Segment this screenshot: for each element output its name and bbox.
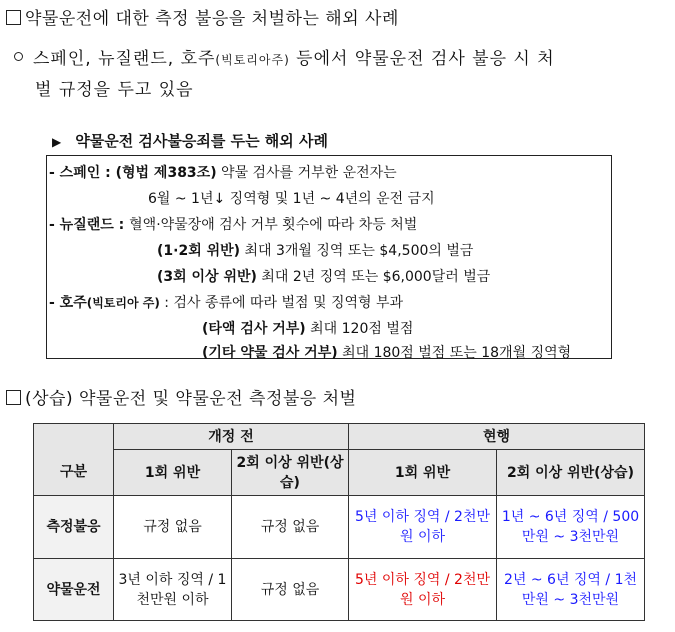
table-row: [34, 559, 645, 621]
header-category: 구분: [34, 450, 114, 496]
cell-current-twice: 1년 ~ 6년 징역 / 500만원 ~ 3천만원: [497, 496, 645, 559]
case-box-title-text: 약물운전 검사불응죄를 두는 해외 사례: [75, 132, 328, 150]
header-current: 현행: [349, 424, 645, 450]
bullet-text: 스페인, 뉴질랜드, 호주: [33, 49, 216, 69]
section-heading-text: (상습) 약물운전 및 약물운전 측정불응 처벌: [25, 389, 357, 409]
table-corner-cell: [34, 424, 114, 450]
overseas-cases-box: [46, 155, 612, 359]
header-once-current: 1회 위반: [349, 450, 497, 496]
header-twice-before: 2회 이상 위반(상습): [232, 450, 349, 496]
bullet-small-text: (빅토리아주): [215, 53, 290, 67]
newzealand-penalty-2: (3회 이상 위반) 최대 2년 징역 또는 $6,000달러 벌금: [157, 269, 491, 285]
penalty-comparison-table: [33, 423, 645, 621]
australia-penalty-1: (타액 검사 거부) 최대 120점 벌점: [202, 321, 414, 337]
cell-current-once: 5년 이하 징역 / 2천만원 이하: [349, 496, 497, 559]
table-row: [34, 496, 645, 559]
spain-penalty-line: 6월 ~ 1년↓ 징역형 및 1년 ~ 4년의 운전 금지: [148, 191, 435, 207]
cell-current-twice: 2년 ~ 6년 징역 / 1천만원 ~ 3천만원: [497, 559, 645, 621]
newzealand-penalty-1: (1·2회 위반) 최대 3개월 징역 또는 $4,500의 벌금: [157, 243, 474, 259]
section-heading-penalties: [6, 384, 356, 409]
checkbox-square-icon: [6, 390, 21, 405]
table-header-group-row: [34, 424, 645, 450]
bullet-text-continued: 등에서 약물운전 검사 불응 시 처: [289, 49, 555, 69]
cell-before-once: 3년 이하 징역 / 1천만원 이하: [114, 559, 232, 621]
section-heading-text: 약물운전에 대한 측정 불응을 처벌하는 해외 사례: [25, 9, 399, 29]
case-box-title: [52, 130, 328, 151]
australia-penalty-2: (기타 약물 검사 거부) 최대 180점 벌점 또는 18개월 징역형: [202, 345, 572, 361]
row-label-refusal: 측정불응: [34, 496, 114, 559]
bullet-paragraph: [14, 44, 654, 105]
table-header-row: [34, 450, 645, 496]
spain-line: - 스페인 : (형법 제383조) 약물 검사를 거부한 운전자는: [49, 165, 397, 181]
bullet-line-2: 벌 규정을 두고 있음: [35, 80, 194, 100]
bullet-line-1: [14, 44, 654, 75]
row-label-drug-driving: 약물운전: [34, 559, 114, 621]
triangle-right-icon: ▶: [52, 135, 62, 149]
header-twice-current: 2회 이상 위반(상습): [497, 450, 645, 496]
checkbox-square-icon: [6, 10, 21, 25]
bullet-circle-icon: [14, 52, 23, 61]
cell-before-once: 규정 없음: [114, 496, 232, 559]
section-heading-overseas-cases: [6, 4, 399, 29]
header-once-before: 1회 위반: [114, 450, 232, 496]
australia-line: - 호주(빅토리아 주) : 검사 종류에 따라 벌점 및 징역형 부과: [49, 295, 404, 311]
cell-current-once: 5년 이하 징역 / 2천만원 이하: [349, 559, 497, 621]
newzealand-line: - 뉴질랜드 : 혈액·약물장애 검사 거부 횟수에 따라 차등 처벌: [49, 217, 418, 233]
cell-before-twice: 규정 없음: [232, 559, 349, 621]
header-before-revision: 개정 전: [114, 424, 349, 450]
cell-before-twice: 규정 없음: [232, 496, 349, 559]
